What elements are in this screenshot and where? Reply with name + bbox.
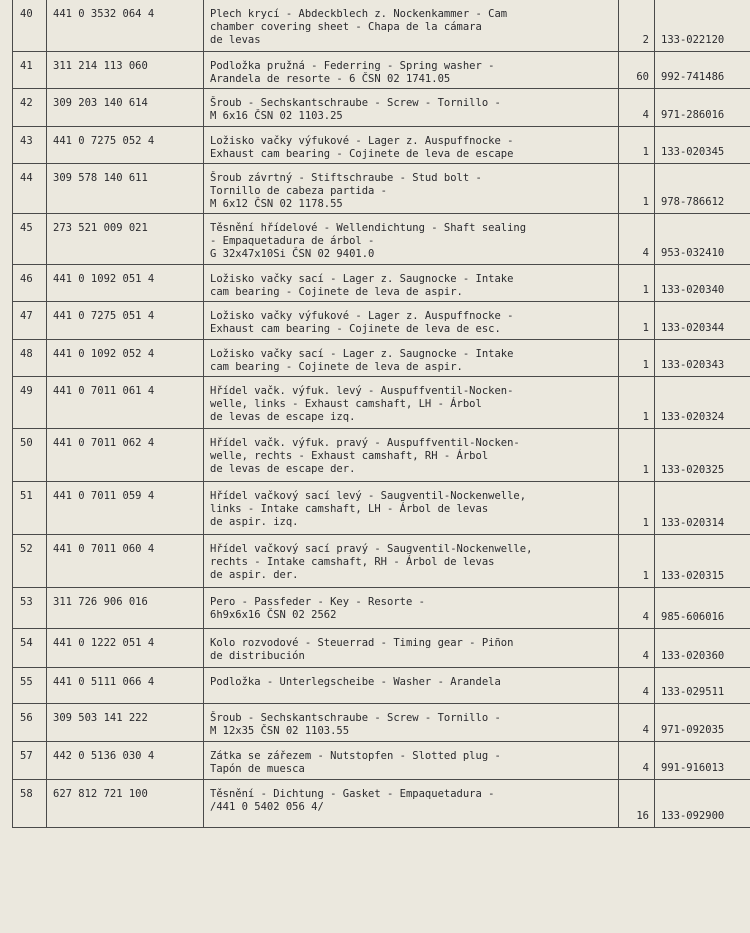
quantity: 1 (619, 301, 655, 339)
table-row (13, 301, 750, 339)
part-number: 441 0 7011 061 4 (47, 376, 204, 428)
part-number: 441 0 5111 066 4 (47, 667, 204, 703)
part-description: Pero - Passfeder - Key - Resorte - 6h9x6x16 ČSN 02 2562 (204, 587, 619, 628)
part-number: 309 503 141 222 (47, 703, 204, 741)
order-code: 133-022120 (655, 0, 750, 51)
position-number: 52 (13, 534, 47, 587)
order-code: 133-029511 (655, 667, 750, 703)
order-code: 133-020315 (655, 534, 750, 587)
quantity: 4 (619, 88, 655, 126)
part-number: 441 0 1222 051 4 (47, 628, 204, 667)
order-code: 133-092900 (655, 779, 750, 827)
table-row (13, 126, 750, 163)
table-row (13, 264, 750, 301)
table-row (13, 741, 750, 779)
order-code: 133-020360 (655, 628, 750, 667)
part-description: Zátka se zářezem - Nutstopfen - Slotted plug - Tapón de muesca (204, 741, 619, 779)
quantity: 4 (619, 703, 655, 741)
part-description: Ložisko vačky sací - Lager z. Saugnocke - Intake cam bearing - Cojinete de leva de aspir. (204, 264, 619, 301)
position-number: 45 (13, 213, 47, 264)
parts-table (12, 0, 750, 828)
part-description: Šroub závrtný - Stiftschraube - Stud bolt - Tornillo de cabeza partida - M 6x12 ČSN 02 1178.55 (204, 163, 619, 213)
part-number: 442 0 5136 030 4 (47, 741, 204, 779)
part-number: 309 578 140 611 (47, 163, 204, 213)
position-number: 46 (13, 264, 47, 301)
parts-table-body (13, 0, 750, 827)
table-row (13, 428, 750, 481)
part-number: 441 0 7275 052 4 (47, 126, 204, 163)
part-description: Kolo rozvodové - Steuerrad - Timing gear - Piñon de distribución (204, 628, 619, 667)
part-number: 311 726 906 016 (47, 587, 204, 628)
table-row (13, 534, 750, 587)
quantity: 1 (619, 126, 655, 163)
order-code: 133-020344 (655, 301, 750, 339)
quantity: 1 (619, 376, 655, 428)
position-number: 53 (13, 587, 47, 628)
part-description: Šroub - Sechskantschraube - Screw - Tornillo - M 12x35 ČSN 02 1103.55 (204, 703, 619, 741)
table-row (13, 628, 750, 667)
part-description: Plech krycí - Abdeckblech z. Nockenkammer - Cam chamber covering sheet - Chapa de la cámara de levas (204, 0, 619, 51)
part-description: Těsnění - Dichtung - Gasket - Empaquetadura - /441 0 5402 056 4/ (204, 779, 619, 827)
position-number: 40 (13, 0, 47, 51)
part-number: 273 521 009 021 (47, 213, 204, 264)
order-code: 133-020343 (655, 339, 750, 376)
quantity: 1 (619, 339, 655, 376)
quantity: 4 (619, 741, 655, 779)
position-number: 51 (13, 481, 47, 534)
position-number: 47 (13, 301, 47, 339)
part-description: Ložisko vačky výfukové - Lager z. Auspuffnocke - Exhaust cam bearing - Cojinete de leva de esc. (204, 301, 619, 339)
table-row (13, 481, 750, 534)
order-code: 953-032410 (655, 213, 750, 264)
table-row (13, 51, 750, 88)
part-description: Hřídel vačk. výfuk. levý - Auspuffventil-Nocken- welle, links - Exhaust camshaft, LH - Árbol de levas de escape izq. (204, 376, 619, 428)
position-number: 50 (13, 428, 47, 481)
table-row (13, 779, 750, 827)
position-number: 57 (13, 741, 47, 779)
quantity: 4 (619, 213, 655, 264)
table-row (13, 213, 750, 264)
quantity: 1 (619, 264, 655, 301)
table-row (13, 376, 750, 428)
part-number: 627 812 721 100 (47, 779, 204, 827)
part-description: Podložka pružná - Federring - Spring washer - Arandela de resorte - 6 ČSN 02 1741.05 (204, 51, 619, 88)
position-number: 49 (13, 376, 47, 428)
part-description: Hřídel vačkový sací levý - Saugventil-Nockenwelle, links - Intake camshaft, LH - Árbol de levas de aspir. izq. (204, 481, 619, 534)
quantity: 1 (619, 428, 655, 481)
position-number: 44 (13, 163, 47, 213)
quantity: 1 (619, 481, 655, 534)
quantity: 2 (619, 0, 655, 51)
order-code: 991-916013 (655, 741, 750, 779)
part-number: 441 0 7011 062 4 (47, 428, 204, 481)
part-description: Těsnění hřídelové - Wellendichtung - Shaft sealing - Empaquetadura de árbol - G 32x47x10Si ČSN 02 9401.0 (204, 213, 619, 264)
position-number: 41 (13, 51, 47, 88)
part-description: Podložka - Unterlegscheibe - Washer - Arandela (204, 667, 619, 703)
position-number: 42 (13, 88, 47, 126)
part-number: 441 0 1092 051 4 (47, 264, 204, 301)
order-code: 971-286016 (655, 88, 750, 126)
order-code: 133-020325 (655, 428, 750, 481)
order-code: 133-020345 (655, 126, 750, 163)
part-number: 311 214 113 060 (47, 51, 204, 88)
order-code: 985-606016 (655, 587, 750, 628)
part-number: 441 0 7275 051 4 (47, 301, 204, 339)
quantity: 4 (619, 667, 655, 703)
position-number: 54 (13, 628, 47, 667)
part-number: 309 203 140 614 (47, 88, 204, 126)
part-number: 441 0 7011 060 4 (47, 534, 204, 587)
order-code: 978-786612 (655, 163, 750, 213)
part-number: 441 0 7011 059 4 (47, 481, 204, 534)
quantity: 4 (619, 587, 655, 628)
table-row (13, 0, 750, 51)
part-description: Šroub - Sechskantschraube - Screw - Tornillo - M 6x16 ČSN 02 1103.25 (204, 88, 619, 126)
order-code: 133-020314 (655, 481, 750, 534)
position-number: 43 (13, 126, 47, 163)
part-number: 441 0 1092 052 4 (47, 339, 204, 376)
quantity: 1 (619, 163, 655, 213)
table-row (13, 587, 750, 628)
order-code: 971-092035 (655, 703, 750, 741)
table-row (13, 703, 750, 741)
order-code: 992-741486 (655, 51, 750, 88)
part-number: 441 0 3532 064 4 (47, 0, 204, 51)
table-row (13, 88, 750, 126)
position-number: 56 (13, 703, 47, 741)
table-row (13, 163, 750, 213)
position-number: 48 (13, 339, 47, 376)
table-row (13, 667, 750, 703)
order-code: 133-020324 (655, 376, 750, 428)
position-number: 58 (13, 779, 47, 827)
quantity: 16 (619, 779, 655, 827)
order-code: 133-020340 (655, 264, 750, 301)
position-number: 55 (13, 667, 47, 703)
quantity: 4 (619, 628, 655, 667)
part-description: Hřídel vačkový sací pravý - Saugventil-Nockenwelle, rechts - Intake camshaft, RH - Árbol de levas de aspir. der. (204, 534, 619, 587)
quantity: 60 (619, 51, 655, 88)
quantity: 1 (619, 534, 655, 587)
table-row (13, 339, 750, 376)
part-description: Ložisko vačky sací - Lager z. Saugnocke - Intake cam bearing - Cojinete de leva de aspir. (204, 339, 619, 376)
part-description: Ložisko vačky výfukové - Lager z. Auspuffnocke - Exhaust cam bearing - Cojinete de leva de escape (204, 126, 619, 163)
part-description: Hřídel vačk. výfuk. pravý - Auspuffventil-Nocken- welle, rechts - Exhaust camshaft, RH - Árbol de levas de escape der. (204, 428, 619, 481)
